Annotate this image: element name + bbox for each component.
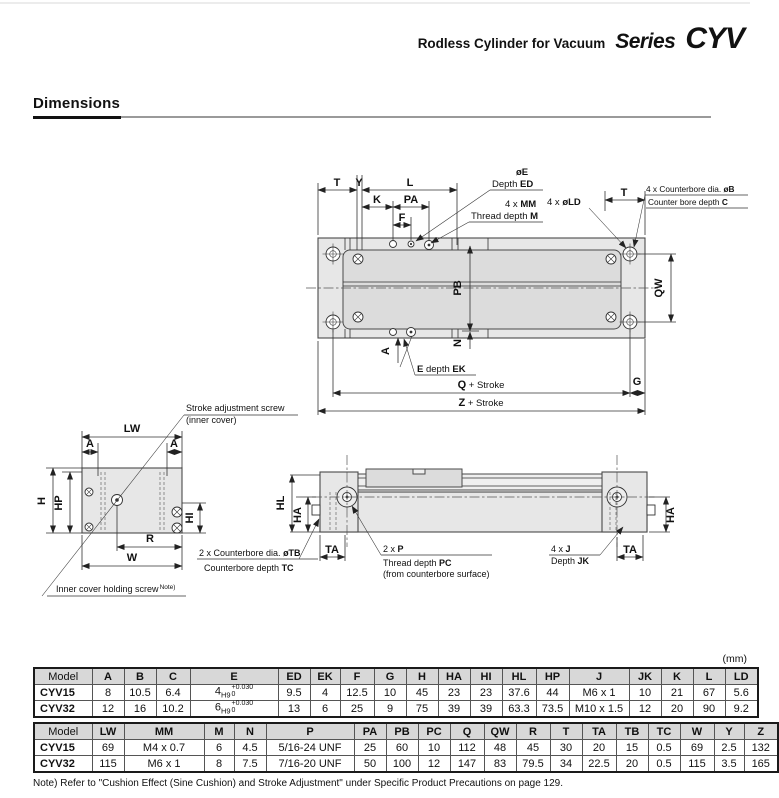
cell: 12.5 [340,685,374,701]
cell: 79.5 [516,756,550,773]
col-header: E [190,668,278,685]
cell: 0.5 [648,756,680,773]
cell: 75 [406,701,438,718]
cell: 6 [204,740,234,756]
cell: 112 [450,740,484,756]
callout-old: 4 x øLD [547,197,581,208]
dim-label-z-stroke: Z + Stroke [458,397,504,409]
cell: 60 [386,740,418,756]
dim-label-A-right: A [170,438,178,450]
cell: 10 [374,685,406,701]
cell: 23 [438,685,470,701]
callout-4xj: 4 x J [551,544,571,554]
cell: 7/16-20 UNF [266,756,354,773]
col-header: Q [450,723,484,740]
cell: 12 [418,756,450,773]
callout-thread-pc: Thread depth PC [383,558,452,568]
cell: 2.5 [714,740,744,756]
callout-e-ek: E depth EK [417,364,466,375]
dim-label-LW: LW [123,423,141,435]
col-header: Z [744,723,778,740]
dim-label-q-stroke: Q + Stroke [457,379,505,391]
col-header: N [234,723,266,740]
col-header: HL [502,668,536,685]
dim-label-L: L [406,177,414,189]
cell-model: CYV32 [34,701,92,718]
callout-cb-c: Counter bore depth C [648,197,728,207]
cell: 25 [340,701,374,718]
section-rule [33,116,711,119]
side-view-body [82,468,182,533]
dim-label-PA: PA [403,194,419,206]
cell: 69 [680,740,714,756]
product-title: Rodless Cylinder for Vacuum [417,36,606,51]
front-view-body [312,455,656,547]
cell: 9.2 [725,701,758,718]
cell: 5.6 [725,685,758,701]
cell: 132 [744,740,778,756]
callout-thread-m: Thread depth M [471,211,539,222]
table-header-row [34,723,778,740]
cell: 50 [354,756,386,773]
col-header: Model [34,668,92,685]
col-header: J [569,668,629,685]
cell: 67 [693,685,725,701]
col-header: PB [386,723,418,740]
col-header: TB [616,723,648,740]
cell: 10 [418,740,450,756]
table-row [34,756,778,773]
dim-label-N: N [452,339,464,347]
col-header: TA [582,723,616,740]
callout-stroke-adjust-2: (inner cover) [186,415,237,425]
col-header: H [406,668,438,685]
callout-cb-tc: Counterbore depth TC [204,563,294,573]
cell: 115 [680,756,714,773]
dimension-table-2 [33,722,779,773]
callout-depth-ed: Depth ED [492,179,534,190]
cell: 165 [744,756,778,773]
dim-label-R: R [146,533,154,545]
col-header: C [156,668,190,685]
cell: 10.2 [156,701,190,718]
col-header: LD [725,668,758,685]
cell-model: CYV15 [34,740,92,756]
dim-label-TA-left: TA [325,544,339,556]
dim-label-F: F [398,212,406,224]
dim-label-W: W [126,552,138,564]
dim-label-K: K [373,194,381,206]
callout-stroke-adjust-1: Stroke adjustment screw [186,403,285,413]
cell: 21 [661,685,693,701]
cell: 8 [92,685,124,701]
cell: M4 x 0.7 [124,740,204,756]
cell: 147 [450,756,484,773]
col-header: QW [484,723,516,740]
cell-model: CYV32 [34,756,92,773]
callout-cb-b: 4 x Counterbore dia. øB [646,184,735,194]
col-header: A [92,668,124,685]
dim-label-Y: Y [355,177,363,189]
cell: 37.6 [502,685,536,701]
cell: 10 [629,685,661,701]
col-header: PA [354,723,386,740]
callout-inner-cover: Inner cover holding screw$^{Note)}$ [56,584,176,594]
cell-tolerance: $4_{H9}$ +0.030 0 [190,685,278,701]
dim-label-PB: PB [452,280,464,296]
col-header: PC [418,723,450,740]
cell: 34 [550,756,582,773]
cell: 5/16-24 UNF [266,740,354,756]
dim-label-HA-right: HA [665,507,677,523]
cell: M6 x 1 [569,685,629,701]
callout-oe: øE [516,167,529,178]
cell: 69 [92,740,124,756]
dim-label-A: A [380,347,392,355]
col-header: T [550,723,582,740]
col-header: EK [310,668,340,685]
cell: 20 [661,701,693,718]
dim-label-HL: HL [275,495,287,511]
dim-label-HP: HP [53,495,65,511]
dimension-table-1 [33,667,759,718]
cell: 115 [92,756,124,773]
table-header-row [34,668,758,685]
cell: 4.5 [234,740,266,756]
col-header: TC [648,723,680,740]
callout-cb-tb: 2 x Counterbore dia. øTB [199,548,301,558]
cell: 25 [354,740,386,756]
col-header: F [340,668,374,685]
cell: M6 x 1 [124,756,204,773]
cell: 12 [629,701,661,718]
cell: 9 [374,701,406,718]
callout-2xp: 2 x P [383,544,404,554]
callout-mm: 4 x MM [505,199,537,210]
cell: 13 [278,701,310,718]
series-name: CYV [685,22,744,55]
dim-label-H: H [36,497,48,505]
col-header: HP [536,668,569,685]
dimension-drawing [0,135,750,605]
cell: 10.5 [124,685,156,701]
dim-label-HI: HI [184,512,196,524]
cell: 20 [582,740,616,756]
cell: 4 [310,685,340,701]
cell: 3.5 [714,756,744,773]
cell: 39 [438,701,470,718]
col-header: P [266,723,354,740]
col-header: L [693,668,725,685]
cell: 9.5 [278,685,310,701]
top-view-body [306,238,658,338]
dim-label-T: T [333,177,341,189]
cell: 39 [470,701,502,718]
cell: 12 [92,701,124,718]
cell: 23 [470,685,502,701]
cell: 73.5 [536,701,569,718]
cell: 48 [484,740,516,756]
callout-pc-note: (from counterbore surface) [383,569,490,579]
col-header: G [374,668,406,685]
cell: 63.3 [502,701,536,718]
cell: 8 [204,756,234,773]
cell: 6.4 [156,685,190,701]
cell: 45 [406,685,438,701]
cell: 44 [536,685,569,701]
dim-label-TA-right: TA [623,544,637,556]
col-header: JK [629,668,661,685]
cell: 30 [550,740,582,756]
page-header [418,22,744,56]
cell-model: CYV15 [34,685,92,701]
series-label: Series [615,30,676,53]
col-header: B [124,668,156,685]
col-header: LW [92,723,124,740]
col-header: MM [124,723,204,740]
col-header: HA [438,668,470,685]
col-header: R [516,723,550,740]
dim-label-T-right: T [620,187,628,199]
table-row [34,701,758,718]
col-header: K [661,668,693,685]
col-header: ED [278,668,310,685]
col-header: W [680,723,714,740]
cell-tolerance: $6_{H9}$ +0.030 0 [190,701,278,718]
table-row [34,740,778,756]
dim-label-A-left: A [86,438,94,450]
top-border [0,2,750,4]
cell: 22.5 [582,756,616,773]
cell: 15 [616,740,648,756]
dim-label-QW: QW [653,278,665,298]
dim-label-G: G [632,376,642,388]
col-header: Model [34,723,92,740]
col-header: Y [714,723,744,740]
table-row [34,685,758,701]
cell: M10 x 1.5 [569,701,629,718]
unit-label: (mm) [722,653,747,665]
section-title: Dimensions [33,95,121,112]
callout-depth-jk: Depth JK [551,556,590,566]
cell: 6 [310,701,340,718]
cell: 7.5 [234,756,266,773]
cell: 16 [124,701,156,718]
footnote: Note) Refer to "Cushion Effect (Sine Cushion) and Stroke Adjustment" under Specific Product Precautions on page 129. [33,778,563,789]
col-header: HI [470,668,502,685]
col-header: M [204,723,234,740]
cell: 0.5 [648,740,680,756]
cell: 45 [516,740,550,756]
cell: 90 [693,701,725,718]
cell: 20 [616,756,648,773]
cell: 100 [386,756,418,773]
dim-label-HA-left: HA [292,507,304,523]
cell: 83 [484,756,516,773]
